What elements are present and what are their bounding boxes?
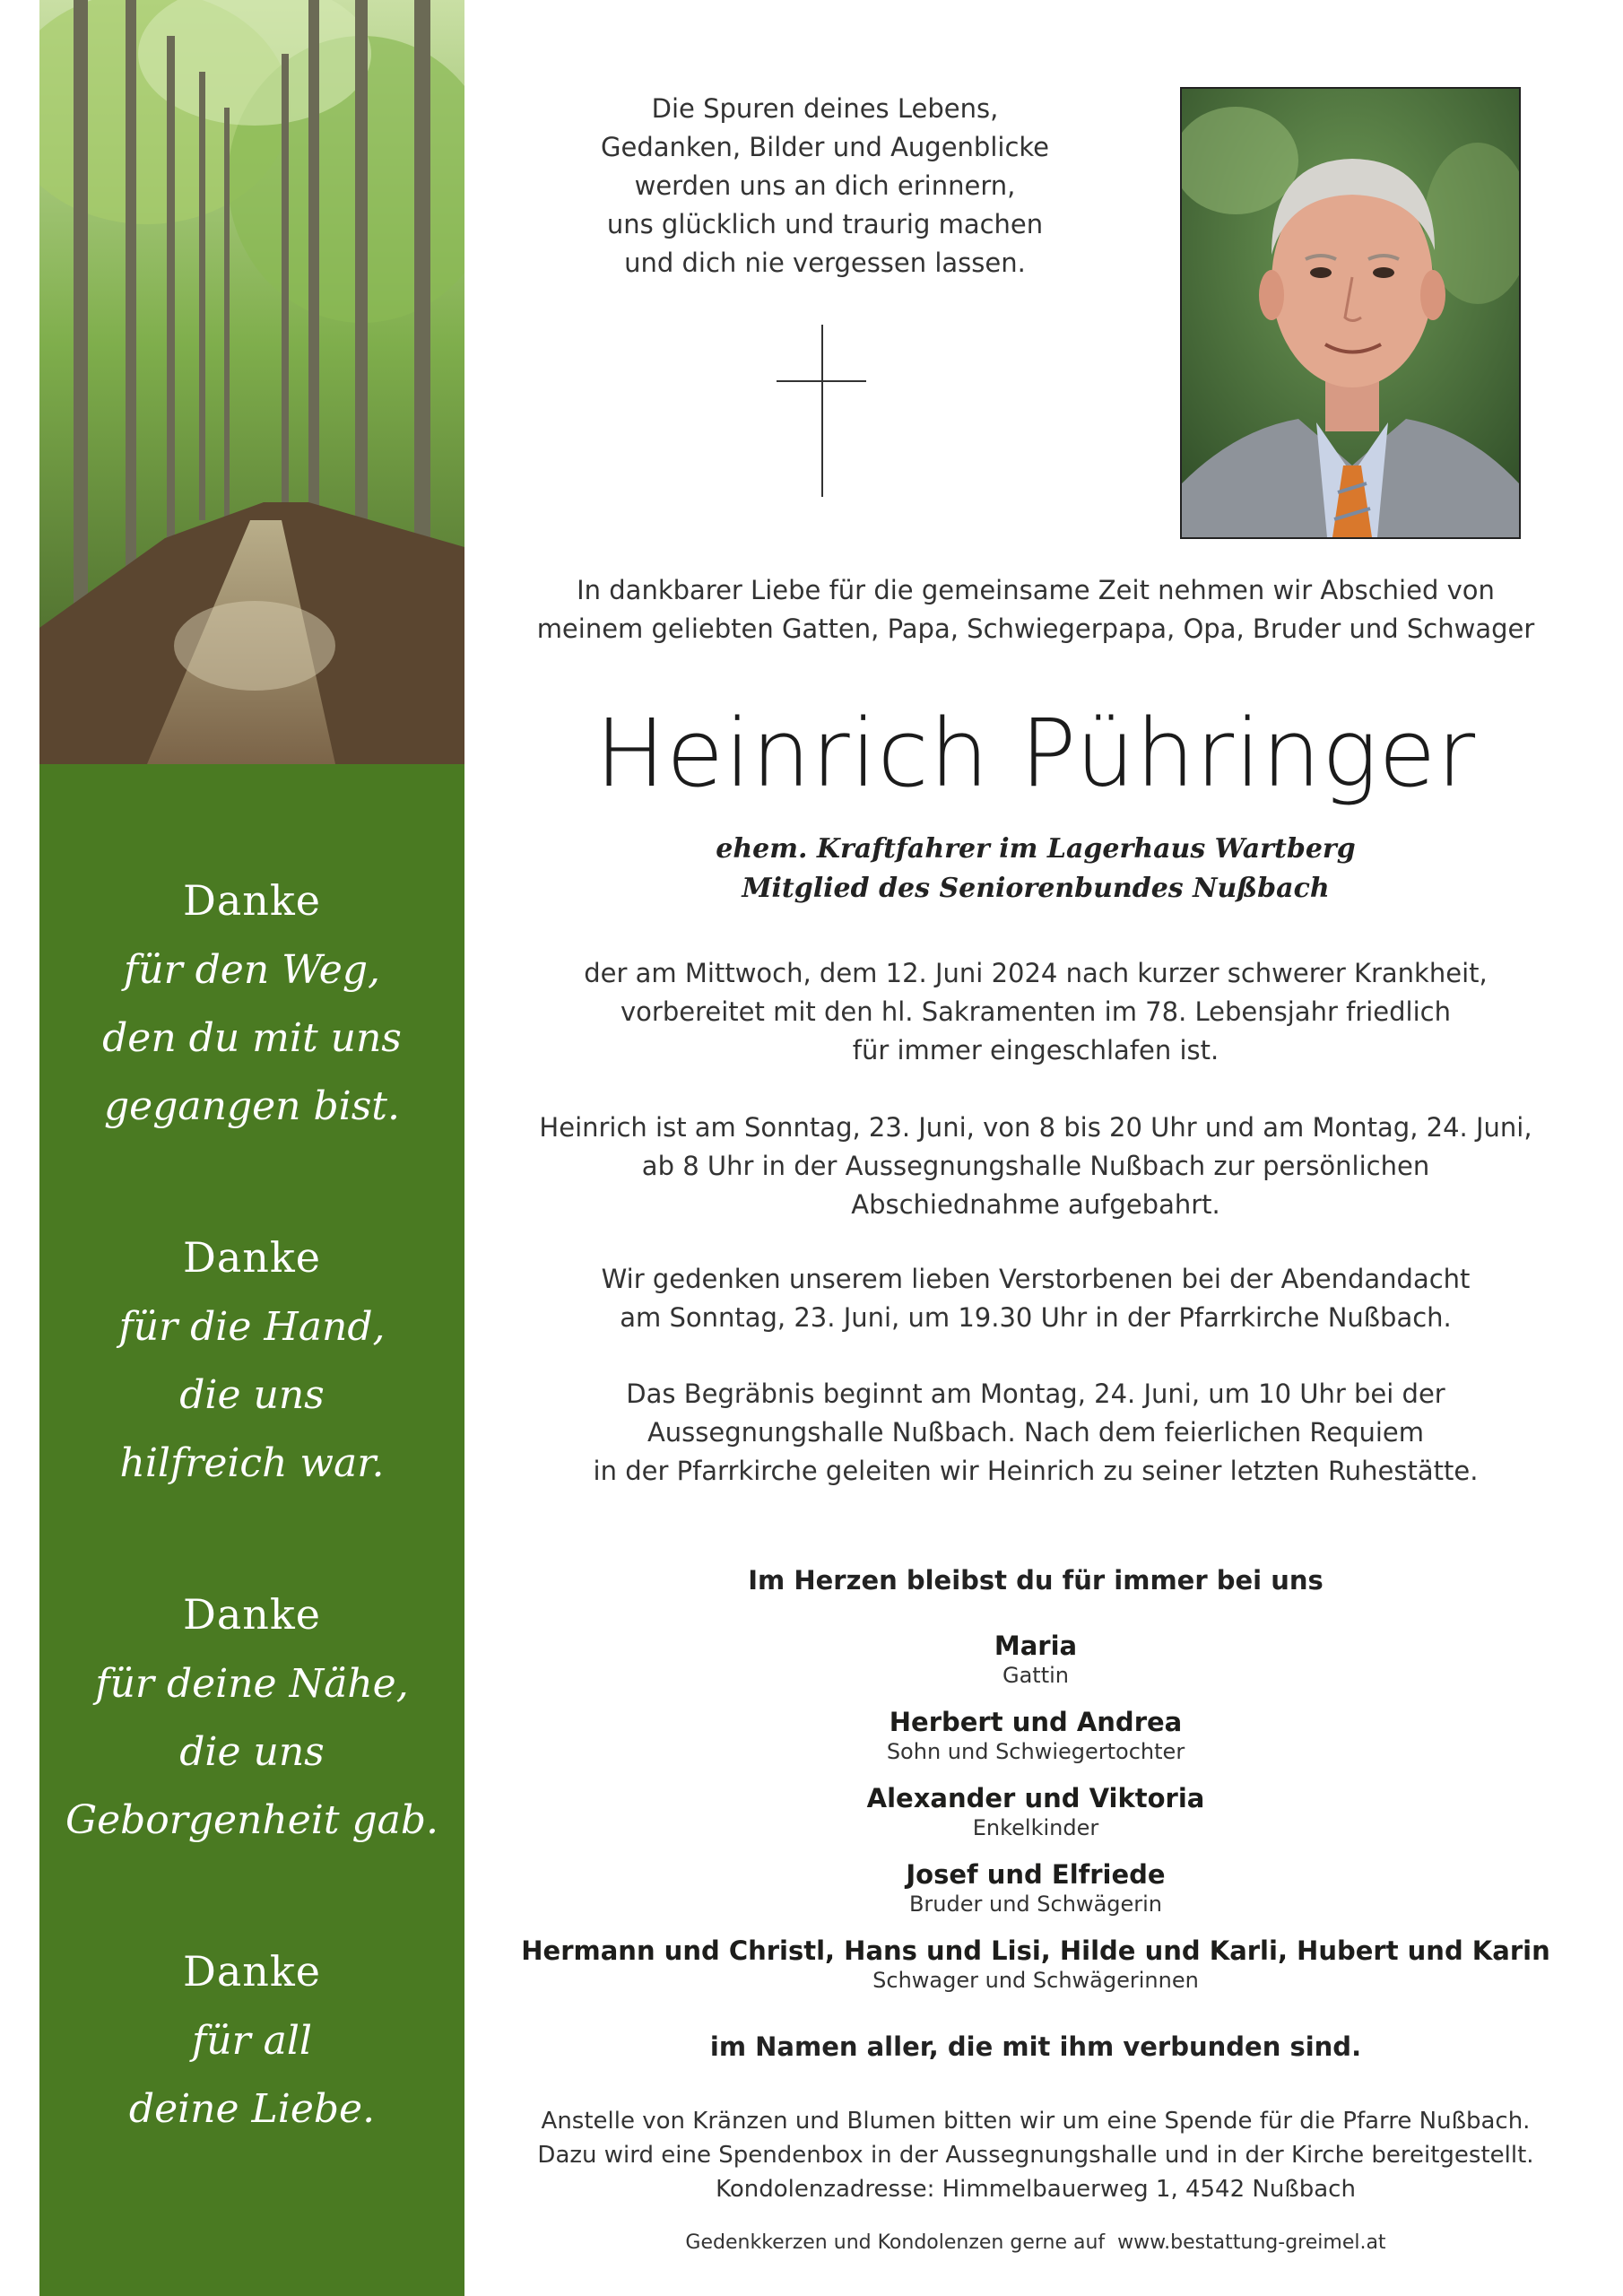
paragraph-line: Aussegnungshalle Nußbach. Nach dem feierlichen Requiem [647, 1417, 1425, 1448]
danke-line: die uns [179, 1372, 325, 1418]
occupation-line: ehem. Kraftfahrer im Lagerhaus Wartberg [716, 833, 1356, 865]
mourner-entry [520, 1781, 1551, 1840]
paragraph-line: Abschiednahme aufgebahrt. [851, 1189, 1220, 1220]
danke-block-2 [39, 1222, 464, 1498]
danke-block-3 [39, 1578, 464, 1855]
danke-line: gegangen bist. [104, 1083, 400, 1129]
danke-block-4 [39, 1935, 464, 2144]
paragraph-line: für immer eingeschlafen ist. [852, 1035, 1219, 1065]
mourner-relation: Bruder und Schwägerin [908, 1892, 1163, 1917]
danke-line: für den Weg, [124, 947, 380, 993]
funeral-paragraph [520, 1375, 1551, 1491]
mourner-relation: Gattin [1002, 1663, 1069, 1688]
poem-line: uns glücklich und traurig machen [606, 209, 1044, 239]
donation-note [520, 2104, 1551, 2206]
mourner-entry [520, 1934, 1551, 1993]
danke-line: den du mit uns [102, 1015, 402, 1061]
deceased-name: Heinrich Pühringer [595, 699, 1477, 808]
death-notice-paragraph [520, 954, 1551, 1070]
mourner-name: Alexander und Viktoria [866, 1783, 1205, 1813]
danke-title: Danke [182, 876, 322, 925]
poem-line: werden uns an dich erinnern, [634, 170, 1016, 201]
paragraph-line: in der Pfarrkirche geleiten wir Heinrich zu seiner letzten Ruhestätte. [593, 1456, 1479, 1486]
memorial-poem [556, 90, 1094, 283]
paragraph-line: ab 8 Uhr in der Aussegnungshalle Nußbach zur persönlichen [641, 1151, 1430, 1181]
mourner-name: Herbert und Andrea [889, 1707, 1183, 1737]
cross-horizontal [777, 380, 866, 382]
danke-title: Danke [182, 1947, 322, 1996]
paragraph-line: Heinrich ist am Sonntag, 23. Juni, von 8 bis 20 Uhr und am Montag, 24. Juni, [539, 1112, 1532, 1143]
mourners-heading: Im Herzen bleibst du für immer bei uns [748, 1565, 1324, 1596]
cross-vertical [821, 325, 823, 497]
danke-line: für deine Nähe, [95, 1661, 409, 1707]
danke-line: hilfreich war. [119, 1440, 385, 1486]
portrait-photo [1180, 87, 1521, 539]
danke-line: deine Liebe. [128, 2086, 376, 2132]
deceased-occupation [574, 830, 1497, 909]
paragraph-line: Wir gedenken unserem lieben Verstorbenen bei der Abendandacht [601, 1264, 1471, 1294]
farewell-intro [520, 571, 1551, 648]
danke-block-1 [39, 865, 464, 1141]
mourner-name: Josef und Elfriede [906, 1859, 1166, 1890]
paragraph-line: vorbereitet mit den hl. Sakramenten im 78. Lebensjahr friedlich [621, 996, 1451, 1027]
mourner-name: Maria [994, 1631, 1078, 1661]
mourner-relation: Enkelkinder [972, 1815, 1099, 1840]
mourner-relation: Schwager und Schwägerinnen [872, 1968, 1199, 1993]
intro-line: In dankbarer Liebe für die gemeinsame Zeit nehmen wir Abschied von [577, 575, 1495, 605]
mourner-entry [520, 1629, 1551, 1688]
donation-line: Anstelle von Kränzen und Blumen bitten wir um eine Spende für die Pfarre Nußbach. [541, 2108, 1531, 2135]
mourner-relation: Sohn und Schwiegertochter [886, 1739, 1185, 1764]
danke-line: für all [191, 2018, 313, 2064]
intro-line: meinem geliebten Gatten, Papa, Schwiegerpapa, Opa, Bruder und Schwager [536, 613, 1535, 644]
donation-line: Dazu wird eine Spendenbox in der Aussegnungshalle und in der Kirche bereitgestellt. [537, 2142, 1534, 2169]
danke-title: Danke [182, 1233, 322, 1282]
poem-line: und dich nie vergessen lassen. [624, 248, 1026, 278]
danke-line: die uns [179, 1729, 325, 1775]
paragraph-line: am Sonntag, 23. Juni, um 19.30 Uhr in der Pfarrkirche Nußbach. [620, 1302, 1452, 1333]
poem-line: Die Spuren deines Lebens, [651, 93, 999, 124]
mourner-entry [520, 1705, 1551, 1764]
poem-line: Gedanken, Bilder und Augenblicke [601, 132, 1049, 162]
mourner-entry [520, 1857, 1551, 1917]
evening-prayer-paragraph [520, 1260, 1551, 1337]
paragraph-line: Das Begräbnis beginnt am Montag, 24. Juni, um 10 Uhr bei der [626, 1378, 1445, 1409]
danke-title: Danke [182, 1590, 322, 1639]
mourner-name: Hermann und Christl, Hans und Lisi, Hilde und Karli, Hubert und Karin [521, 1935, 1550, 1966]
danke-line: Geborgenheit gab. [65, 1797, 439, 1843]
paragraph-line: der am Mittwoch, dem 12. Juni 2024 nach kurzer schwerer Krankheit, [584, 958, 1488, 988]
mourners-closing: im Namen aller, die mit ihm verbunden sind. [709, 2031, 1362, 2062]
occupation-line: Mitglied des Seniorenbundes Nußbach [742, 873, 1330, 904]
condolence-footer: Gedenkkerzen und Kondolenzen gerne auf www.bestattung-greimel.at [685, 2231, 1386, 2254]
viewing-paragraph [520, 1109, 1551, 1224]
danke-line: für die Hand, [118, 1304, 386, 1350]
danke-sidebar [39, 764, 464, 2296]
forest-path-photo [39, 0, 464, 764]
donation-line: Kondolenzadresse: Himmelbauerweg 1, 4542 Nußbach [716, 2176, 1356, 2203]
